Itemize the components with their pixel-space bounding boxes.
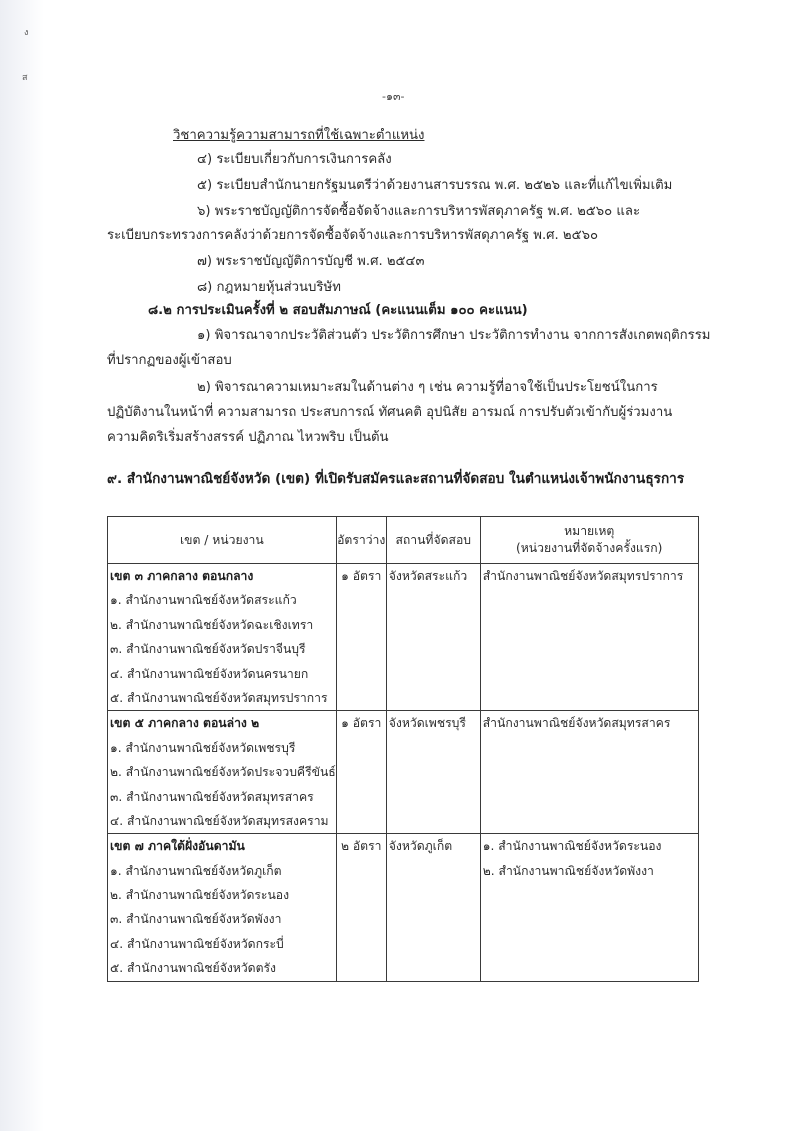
remarks-value: สำนักงานพาณิชย์จังหวัดสมุทรปราการ [482,569,684,583]
venue-value: จังหวัดเพชรบุรี [388,716,466,731]
list-item: ๗) พระราชบัญญัติการบัญชี พ.ศ. ๒๕๔๓ [197,254,425,269]
venue-value: จังหวัดสระแก้ว [388,569,468,583]
unit-item: ๔. สำนักงานพาณิชย์จังหวัดสมุทรสงคราม [110,813,329,828]
unit-item: ๓. สำนักงานพาณิชย์จังหวัดพังงา [110,912,282,927]
vacancies-value: ๑ อัตรา [341,569,382,583]
vacancies-value: ๑ อัตรา [341,716,382,731]
vacancies-value: ๒ อัตรา [340,839,382,854]
unit-item: ๔. สำนักงานพาณิชย์จังหวัดนครนายก [110,666,309,681]
subject-heading: วิชาความรู้ความสามารถที่ใช้เฉพาะตำแหน่ง [173,128,425,143]
zone-title: เขต ๓ ภาคกลาง ตอนกลาง [110,569,254,583]
unit-item: ๓. สำนักงานพาณิชย์จังหวัดสมุทรสาคร [110,789,314,804]
vacancies-cell [336,711,386,834]
table-row [108,564,699,711]
exam-venue-table [107,516,699,982]
venue-cell [386,711,480,834]
unit-item: ๑. สำนักงานพาณิชย์จังหวัดสระแก้ว [110,593,297,608]
venue-cell [386,834,480,981]
table-row [108,834,699,981]
vacancies-cell [336,564,386,711]
table-header-row [108,517,699,564]
table-row [108,711,699,834]
zone-title: เขต ๗ ภาคใต้ฝั่งอันดามัน [110,839,245,854]
page-number: -๑๓- [382,90,405,103]
list-item: ๔) ระเบียบเกี่ยวกับการเงินการคลัง [197,152,392,167]
unit-item: ๑. สำนักงานพาณิชย์จังหวัดเพชรบุรี [110,740,296,755]
margin-mark: ส [22,73,28,83]
unit-item: ๒. สำนักงานพาณิชย์จังหวัดประจวบคีรีขันธ์ [110,765,336,780]
list-item: ๖) พระราชบัญญัติการจัดซื้อจัดจ้างและการบริหารพัสดุภาครัฐ พ.ศ. ๒๕๖๐ และ [197,204,641,219]
zone-cell [108,711,337,834]
unit-item: ๔. สำนักงานพาณิชย์จังหวัดกระบี่ [110,936,284,951]
zone-title: เขต ๕ ภาคกลาง ตอนล่าง ๒ [110,716,260,731]
unit-item: ๓. สำนักงานพาณิชย์จังหวัดปราจีนบุรี [110,642,306,657]
list-item: ๘) กฎหมายหุ้นส่วนบริษัท [197,280,341,295]
venue-cell [386,564,480,711]
criteria-item: ๒) พิจารณาความเหมาะสมในด้านต่าง ๆ เช่น ความรู้ที่อาจใช้เป็นประโยชน์ในการ [197,380,658,395]
remarks-value: ๒. สำนักงานพาณิชย์จังหวัดพังงา [482,863,654,878]
header-zone-unit: เขต / หน่วยงาน [108,517,337,564]
venue-value: จังหวัดภูเก็ต [388,839,453,854]
header-remarks-title: หมายเหตุ [564,524,615,538]
header-vacancies: อัตราว่าง [336,517,386,564]
header-remarks-subtitle: (หน่วยงานที่จัดจ้างครั้งแรก) [516,541,663,555]
remarks-cell [480,564,698,711]
unit-item: ๒. สำนักงานพาณิชย์จังหวัดระนอง [110,888,290,903]
section-8-2-heading: ๘.๒ การประเมินครั้งที่ ๒ สอบสัมภาษณ์ (คะแนนเต็ม ๑๐๐ คะแนน) [148,303,528,318]
remarks-value: สำนักงานพาณิชย์จังหวัดสมุทรสาคร [482,716,671,731]
list-item-continuation: ระเบียบกระทรวงการคลังว่าด้วยการจัดซื้อจัดจ้างและการบริหารพัสดุภาครัฐ พ.ศ. ๒๕๖๐ [107,228,599,243]
zone-cell [108,834,337,981]
criteria-continuation: ความคิดริเริ่มสร้างสรรค์ ปฏิภาณ ไหวพริบ เป็นต้น [107,430,389,445]
unit-item: ๕. สำนักงานพาณิชย์จังหวัดสมุทรปราการ [110,690,328,705]
remarks-cell [480,711,698,834]
zone-cell [108,564,337,711]
criteria-continuation: ปฏิบัติงานในหน้าที่ ความสามารถ ประสบการณ์ ทัศนคติ อุปนิสัย อารมณ์ การปรับตัวเข้ากับผู้ร่วมงาน [107,405,673,420]
scan-edge [0,0,44,1131]
list-item: ๕) ระเบียบสำนักนายกรัฐมนตรีว่าด้วยงานสารบรรณ พ.ศ. ๒๕๒๖ และที่แก้ไขเพิ่มเติม [197,178,673,193]
remarks-cell [480,834,698,981]
header-remarks [480,517,698,564]
margin-mark: ง [24,28,29,38]
unit-item: ๕. สำนักงานพาณิชย์จังหวัดตรัง [110,961,276,976]
vacancies-cell [336,834,386,981]
criteria-item: ๑) พิจารณาจากประวัติส่วนตัว ประวัติการศึกษา ประวัติการทำงาน จากการสังเกตพฤติกรรม [197,328,711,343]
header-exam-venue: สถานที่จัดสอบ [386,517,480,564]
remarks-value: ๑. สำนักงานพาณิชย์จังหวัดระนอง [482,839,662,854]
unit-item: ๑. สำนักงานพาณิชย์จังหวัดภูเก็ต [110,863,282,878]
criteria-continuation: ที่ปรากฏของผู้เข้าสอบ [107,353,232,368]
unit-item: ๒. สำนักงานพาณิชย์จังหวัดฉะเชิงเทรา [110,617,314,632]
section-9-heading: ๙. สำนักงานพาณิชย์จังหวัด (เขต) ที่เปิดรับสมัครและสถานที่จัดสอบ ในตำแหน่งเจ้าพนักงานธุรการ [107,471,685,487]
